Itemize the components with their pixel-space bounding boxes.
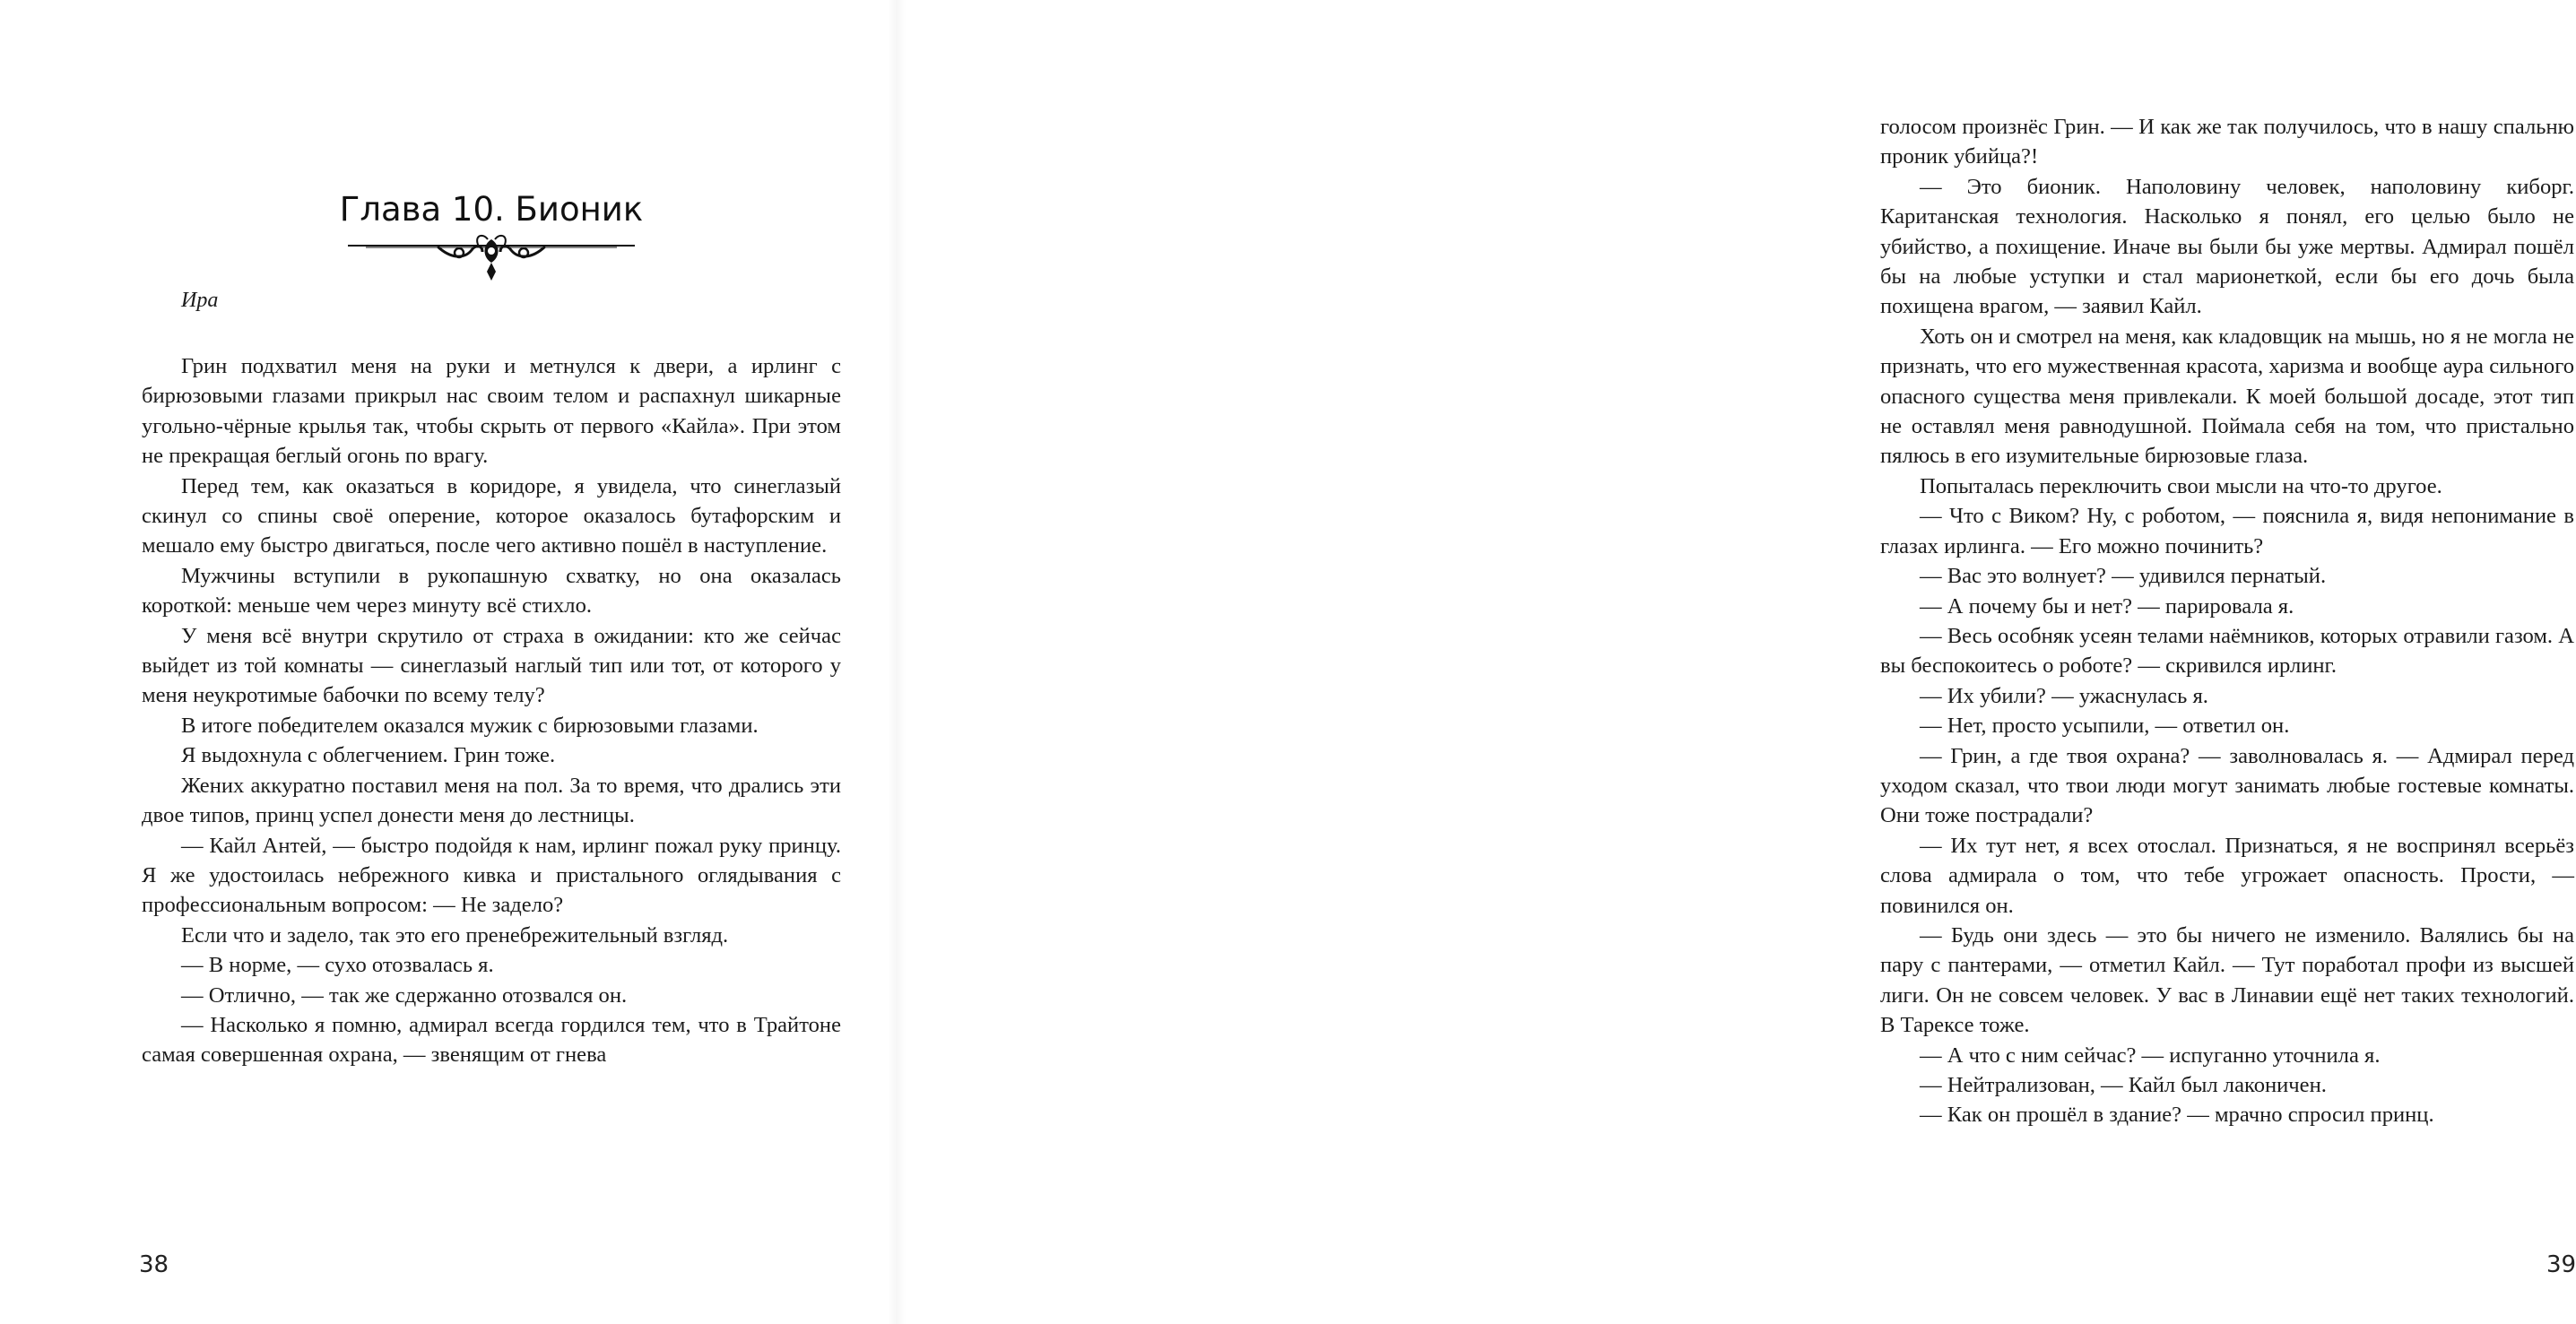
paragraph: — Отлично, — так же сдержанно отозвался он. (181, 982, 628, 1008)
right-page-text (1880, 112, 2574, 1130)
paragraph: У меня всё внутри скрутило от страха в ожидании: кто же сейчас выйдет из той комнаты — синеглазый наглый тип или тот, от которого у меня неукротимые бабочки по всему телу? (142, 623, 841, 708)
paragraph: Жених аккуратно поставил меня на пол. За то время, что дрались эти двое типов, принц успел донести меня до лестницы. (142, 773, 841, 828)
paragraph: Мужчины вступили в рукопашную схватку, но она оказалась короткой: меньше чем через минуту всё стихло. (142, 563, 841, 619)
paragraph: — Это бионик. Наполовину человек, наполовину киборг. Каританская технология. Насколько я понял, его целью было не убийство, а похищение. Иначе вы были бы уже мертвы. Адмирал пошёл бы на любые уступки и стал марионеткой, если бы его дочь была похищена врагом, — заявил Кайл. (1880, 174, 2574, 319)
paragraph: Грин подхватил меня на руки и метнулся к двери, а ирлинг с бирюзовыми глазами прикрыл нас своим телом и распахнул шикарные угольно-чёрные крылья так, чтобы скрыть от первого «Кайла». При этом не прекращая беглый огонь по врагу. (142, 354, 841, 469)
paragraph: Если что и задело, так это его пренебрежительный взгляд. (181, 922, 729, 948)
paragraph: — Нет, просто усыпили, — ответил он. (1920, 714, 2290, 739)
page-number-right: 39 (2546, 1251, 2576, 1278)
paragraph: — Насколько я помню, адмирал всегда гордился тем, что в Трайтоне самая совершенная охрана, — звенящим от гнева (142, 1012, 841, 1068)
paragraph: В итоге победителем оказался мужик с бирюзовыми глазами. (181, 713, 759, 738)
left-page-text (142, 351, 841, 1070)
chapter-title: Глава 10. Бионик (339, 190, 644, 229)
paragraph: — Кайл Антей, — быстро подойдя к нам, ирлинг пожал руку принцу. Я же удостоилась небрежного кивка и пристального оглядывания с профессиональным вопросом: — Не задело? (142, 833, 841, 918)
paragraph: — Будь они здесь — это бы ничего не изменило. Валялись бы на пару с пантерами, — отметил Кайл. — Тут поработал профи из высшей лиги. Он не совсем человек. У вас в Линавии ещё нет таких технологий. В Тарексе тоже. (1880, 922, 2574, 1038)
paragraph: — Весь особняк усеян телами наёмников, которых отравили газом. А вы беспокоитесь о роботе? — скривился ирлинг. (1880, 623, 2574, 679)
paragraph: Хоть он и смотрел на меня, как кладовщик на мышь, но я не могла не признать, что его мужественная красота, харизма и вообще аура сильного опасного существа меня привлекали. К моей большой досаде, этот тип не оставлял меня равнодушной. Поймала себя на том, что пристально пялюсь в его изумительные бирюзовые глаза. (1880, 324, 2574, 469)
paragraph: — Нейтрализован, — Кайл был лаконичен. (1920, 1073, 2327, 1097)
paragraph: — Их тут нет, я всех отослал. Признаться, я не воспринял всерьёз слова адмирала о том, что тебе угрожает опасность. Прости, — повинился он. (1880, 833, 2574, 918)
paragraph: — Грин, а где твоя охрана? — заволновалась я. — Адмирал перед уходом сказал, что твои люди могут занимать любые гостевые комнаты. Они тоже пострадали? (1880, 743, 2574, 828)
paragraph: Перед тем, как оказаться в коридоре, я увидела, что синеглазый скинул со спины своё оперение, которое оказалось бутафорским и мешало ему быстро двигаться, после чего активно пошёл в наступление. (142, 473, 841, 558)
paragraph: — А что с ним сейчас? — испуганно уточнила я. (1920, 1043, 2381, 1068)
paragraph: — Их убили? — ужаснулась я. (1920, 683, 2208, 708)
paragraph: — Вас это волнует? — удивился пернатый. (1920, 564, 2327, 589)
paragraph: — Как он прошёл в здание? — мрачно спросил принц. (1920, 1103, 2434, 1128)
ornament-divider-icon (348, 229, 635, 282)
paragraph: — Что с Виком? Ну, с роботом, — пояснила я, видя непонимание в глазах ирлинга. — Его можно починить? (1880, 504, 2574, 558)
paragraph: — В норме, — сухо отозвалась я. (181, 953, 494, 978)
paragraph: Я выдохнула с облегчением. Грин тоже. (181, 743, 556, 768)
paragraph-continuation: голосом произнёс Грин. — И как же так получилось, что в нашу спальню проник убийца?! (1880, 115, 2574, 169)
paragraph: — А почему бы и нет? — парировала я. (1920, 593, 2294, 619)
right-page (897, 0, 2576, 1324)
paragraph: Попыталась переключить свои мысли на что-то другое. (1920, 473, 2442, 498)
pov-character: Ира (181, 289, 219, 312)
page-number-left: 38 (139, 1251, 169, 1278)
left-page (0, 0, 897, 1324)
